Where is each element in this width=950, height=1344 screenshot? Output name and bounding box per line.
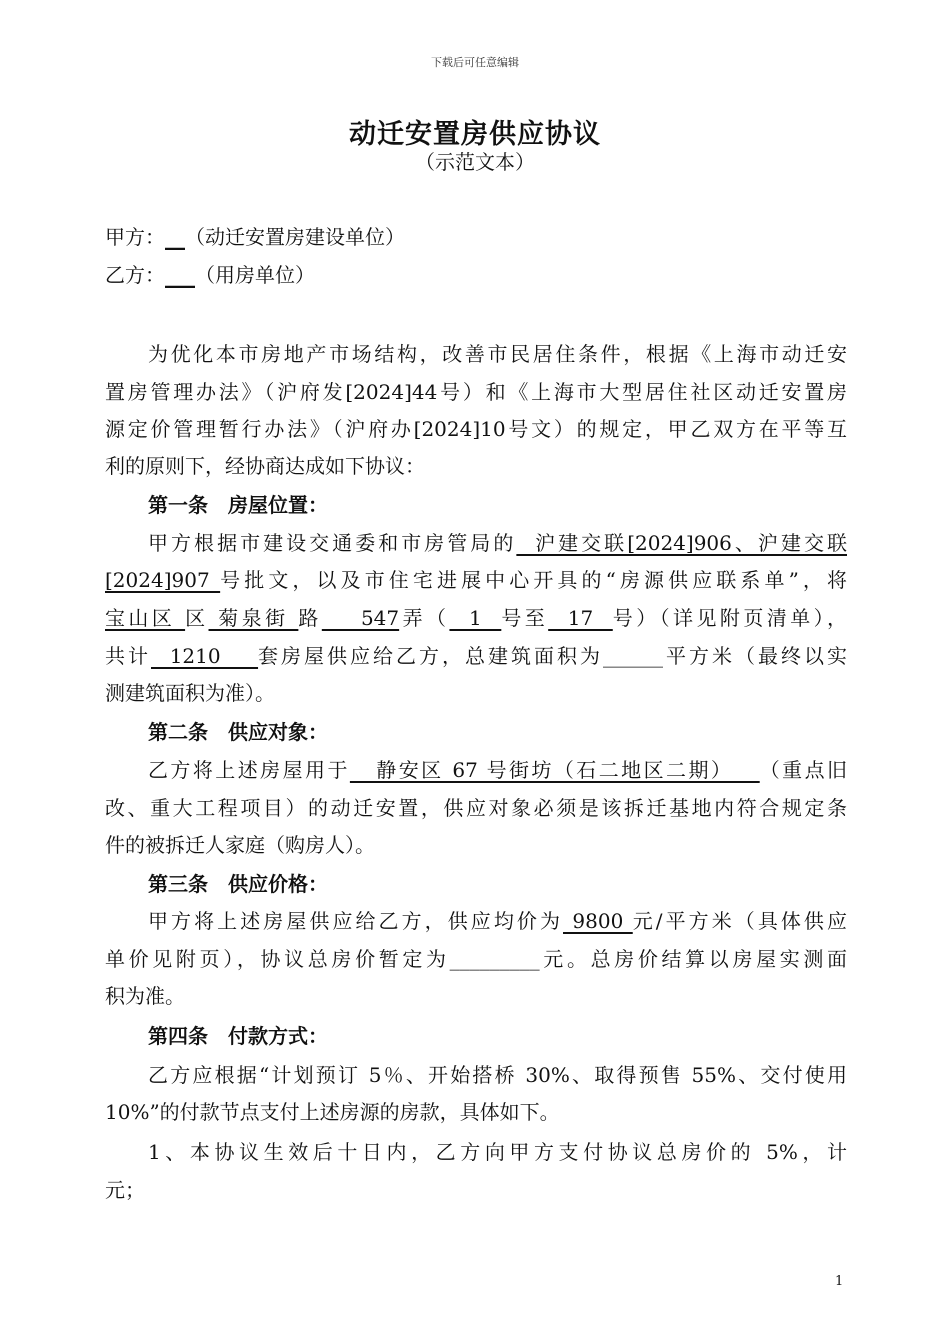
article-1-line <box>105 566 847 594</box>
district-field: 宝山区 <box>105 606 186 630</box>
article-3-heading: 第三条 供应价格： <box>148 872 328 896</box>
article-1-line <box>105 604 847 632</box>
intro-line: 置房管理办法》（沪府发[2024]44号）和《上海市大型居住社区动迁安置房 <box>105 380 847 404</box>
article-3-text: 单价见附页），协议总房价暂定为 <box>105 947 450 971</box>
payment-item-1: 元； <box>105 1178 145 1202</box>
article-1-text: 区 <box>185 606 209 630</box>
article-2-heading: 第二条 供应对象： <box>148 720 328 744</box>
party-b-blank: ___ <box>165 263 195 287</box>
article-3-text: 元。总房价结算以房屋实测面 <box>539 947 848 971</box>
article-1-text: 弄（ <box>399 606 450 630</box>
building-to-field: 17 <box>548 606 613 630</box>
article-3-line <box>148 907 847 935</box>
intro-line: 利的原则下，经协商达成如下协议： <box>105 454 425 478</box>
building-from-field: 1 <box>449 606 502 630</box>
article-1-text: 平方米（最终以实 <box>663 644 848 668</box>
party-b-label: 乙方： <box>105 263 165 287</box>
total-price-blank: _________ <box>449 947 540 971</box>
unit-price-field: 9800 <box>563 909 633 933</box>
intro-line: 为优化本市房地产市场结构，改善市民居住条件，根据《上海市动迁安 <box>148 342 847 366</box>
article-3-text: 甲方将上述房屋供应给乙方，供应均价为 <box>148 909 564 933</box>
article-2-line: 件的被拆迁人家庭（购房人）。 <box>105 833 375 857</box>
party-b-desc: （用房单位） <box>195 263 315 287</box>
article-1-line <box>105 642 847 670</box>
article-1-heading: 第一条 房屋位置： <box>148 493 328 517</box>
article-4-line: 乙方应根据“计划预订 5％、开始搭桥 30%、取得预售 55%、交付使用 <box>148 1063 847 1087</box>
article-1-line: 测建筑面积为准）。 <box>105 681 275 705</box>
article-1-text: 套房屋供应给乙方，总建筑面积为 <box>258 644 604 668</box>
document-subtitle: （示范文本） <box>415 150 535 174</box>
approval-doc-number: [2024]907 <box>105 568 221 592</box>
article-4-heading: 第四条 付款方式： <box>148 1024 328 1048</box>
article-3-line: 积为准。 <box>105 984 185 1008</box>
article-3-line <box>105 945 847 973</box>
party-a-blank: __ <box>165 225 185 249</box>
payment-item-1: 1、本协议生效后十日内，乙方向甲方支付协议总房价的 5%，计 <box>148 1140 847 1164</box>
article-1-text: 号批文，以及市住宅进展中心开具的“房源供应联系单”，将 <box>220 568 847 592</box>
article-4-line: 10%”的付款节点支付上述房源的房款，具体如下。 <box>105 1100 560 1124</box>
article-1-text: 路 <box>298 606 322 630</box>
party-a-line <box>105 223 847 251</box>
article-1-text: 共计 <box>105 644 151 668</box>
project-field: 静安区 67 号街坊（石二地区二期） <box>349 758 760 782</box>
header-note: 下载后可任意编辑 <box>431 56 519 69</box>
article-2-line: 改、重大工程项目）的动迁安置，供应对象必须是该拆迁基地内符合规定条 <box>105 796 847 820</box>
party-a-label: 甲方： <box>105 225 165 249</box>
article-3-text: 元/平方米（具体供应 <box>632 909 847 933</box>
area-blank: ______ <box>603 644 664 668</box>
article-2-line <box>148 756 847 784</box>
lane-field: 547 <box>321 606 400 630</box>
party-a-desc: （动迁安置房建设单位） <box>185 225 405 249</box>
article-1-line <box>148 529 847 557</box>
page-number: 1 <box>835 1274 844 1289</box>
article-1-text: 号至 <box>501 606 549 630</box>
party-b-line <box>105 261 847 289</box>
article-1-text: 号）（详见附页清单）， <box>612 606 848 630</box>
approval-doc-number: 沪建交联[2024]906、沪建交联 <box>516 531 847 555</box>
unit-count-field: 1210 <box>151 644 259 668</box>
article-2-text: 乙方将上述房屋用于 <box>148 758 350 782</box>
document-title: 动迁安置房供应协议 <box>349 119 601 150</box>
article-2-text: （重点旧 <box>759 758 847 782</box>
intro-line: 源定价管理暂行办法》（沪府办[2024]10号文）的规定，甲乙双方在平等互 <box>105 417 847 441</box>
street-field: 菊泉街 <box>208 606 299 630</box>
article-1-text: 甲方根据市建设交通委和市房管局的 <box>148 531 517 555</box>
